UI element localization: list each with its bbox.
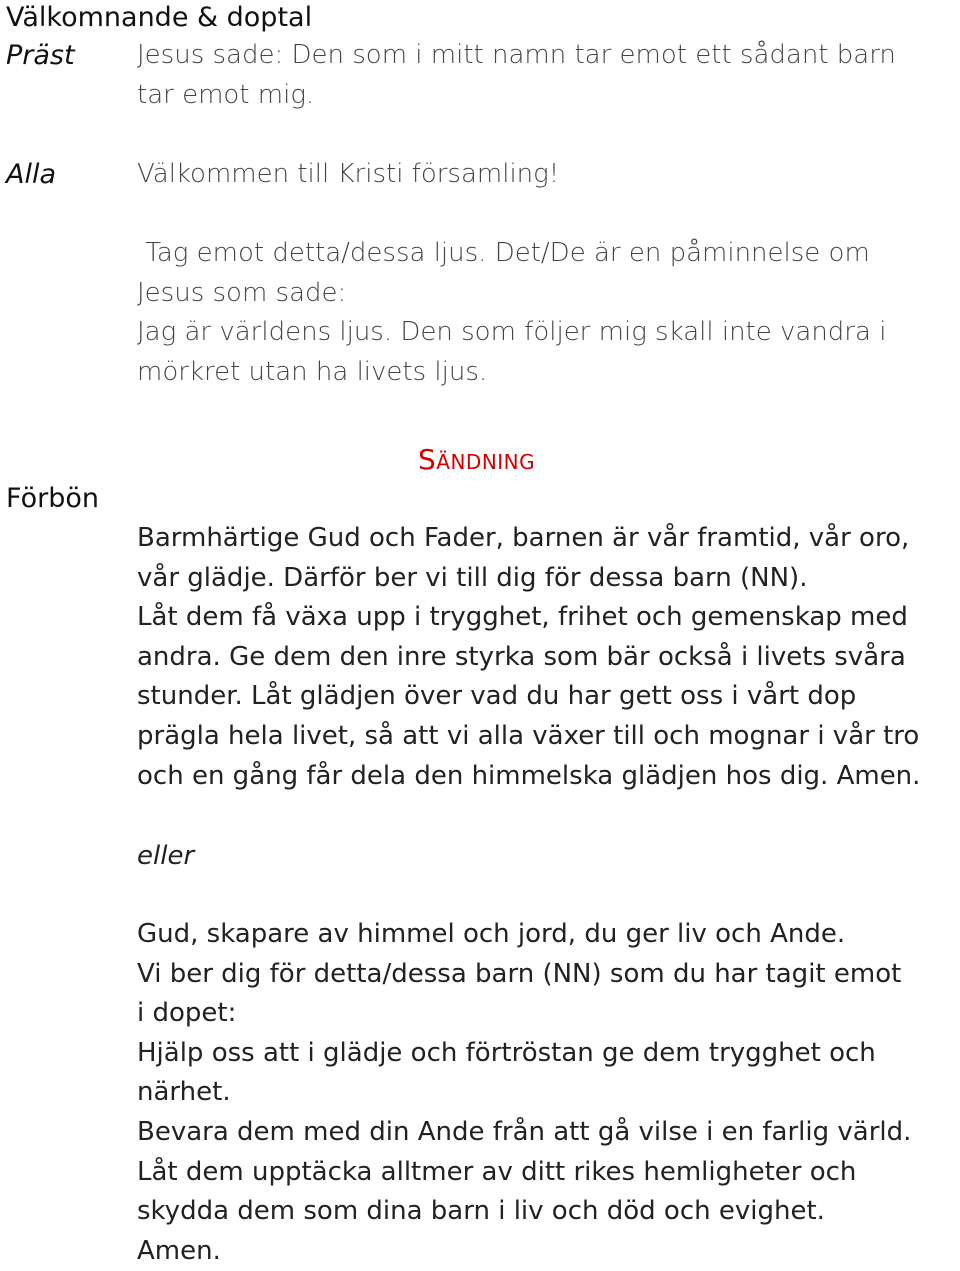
candle-text-line: mörkret utan ha livets ljus. (137, 356, 488, 387)
prayer-line: stunder. Låt glädjen över vad du har gett oss i vårt dop (137, 681, 857, 712)
all-text (137, 155, 957, 195)
prayer-line: Amen. (137, 1235, 221, 1266)
prayer-line: Barmhärtige Gud och Fader, barnen är vår framtid, vår oro, (137, 523, 910, 553)
role-intercession: Förbön (6, 483, 99, 514)
all-text-line: Välkommen till Kristi församling! (137, 159, 560, 189)
prayer-line: närhet. (137, 1077, 231, 1108)
prayer-line: och en gång får dela den himmelska glädjen hos dig. Amen. (137, 760, 921, 791)
priest-text-line: Jesus sade: Den som i mitt namn tar emot ett sådant barn (137, 40, 896, 70)
priest-text (137, 36, 957, 115)
candle-text (137, 234, 957, 392)
priest-text-line: tar emot mig. (137, 79, 315, 110)
intercession-prayer-1 (137, 519, 957, 796)
intercession-prayer-2 (137, 915, 957, 1271)
prayer-line: Låt dem få växa upp i trygghet, frihet och gemenskap med (137, 602, 908, 633)
section-title: Välkomnande & doptal (6, 2, 313, 33)
sending-heading: Sändning (418, 443, 536, 476)
candle-text-line: Jesus som sade: (137, 277, 347, 308)
prayer-line: Bevara dem med din Ande från att gå vilse i en farlig värld. (137, 1116, 912, 1147)
prayer-line: vår glädje. Därför ber vi till dig för dessa barn (NN). (137, 562, 808, 593)
prayer-line: Gud, skapare av himmel och jord, du ger liv och Ande. (137, 919, 846, 949)
prayer-line: i dopet: (137, 998, 237, 1029)
prayer-line: andra. Ge dem den inre styrka som bär också i livets svåra (137, 641, 906, 672)
candle-text-line: Tag emot detta/dessa ljus. Det/De är en påminnelse om (137, 238, 870, 268)
prayer-line: Låt dem upptäcka alltmer av ditt rikes hemligheter och (137, 1156, 857, 1187)
or-label: eller (137, 841, 195, 871)
prayer-line: prägla hela livet, så att vi alla växer till och mognar i vår tro (137, 720, 920, 751)
prayer-line: Vi ber dig för detta/dessa barn (NN) som du har tagit emot (137, 958, 902, 989)
prayer-line: skydda dem som dina barn i liv och död och evighet. (137, 1196, 825, 1227)
prayer-line: Hjälp oss att i glädje och förtröstan ge dem trygghet och (137, 1037, 876, 1068)
role-all: Alla (6, 159, 57, 190)
role-priest: Präst (6, 40, 75, 71)
candle-text-line: Jag är världens ljus. Den som följer mig skall inte vandra i (137, 317, 887, 348)
